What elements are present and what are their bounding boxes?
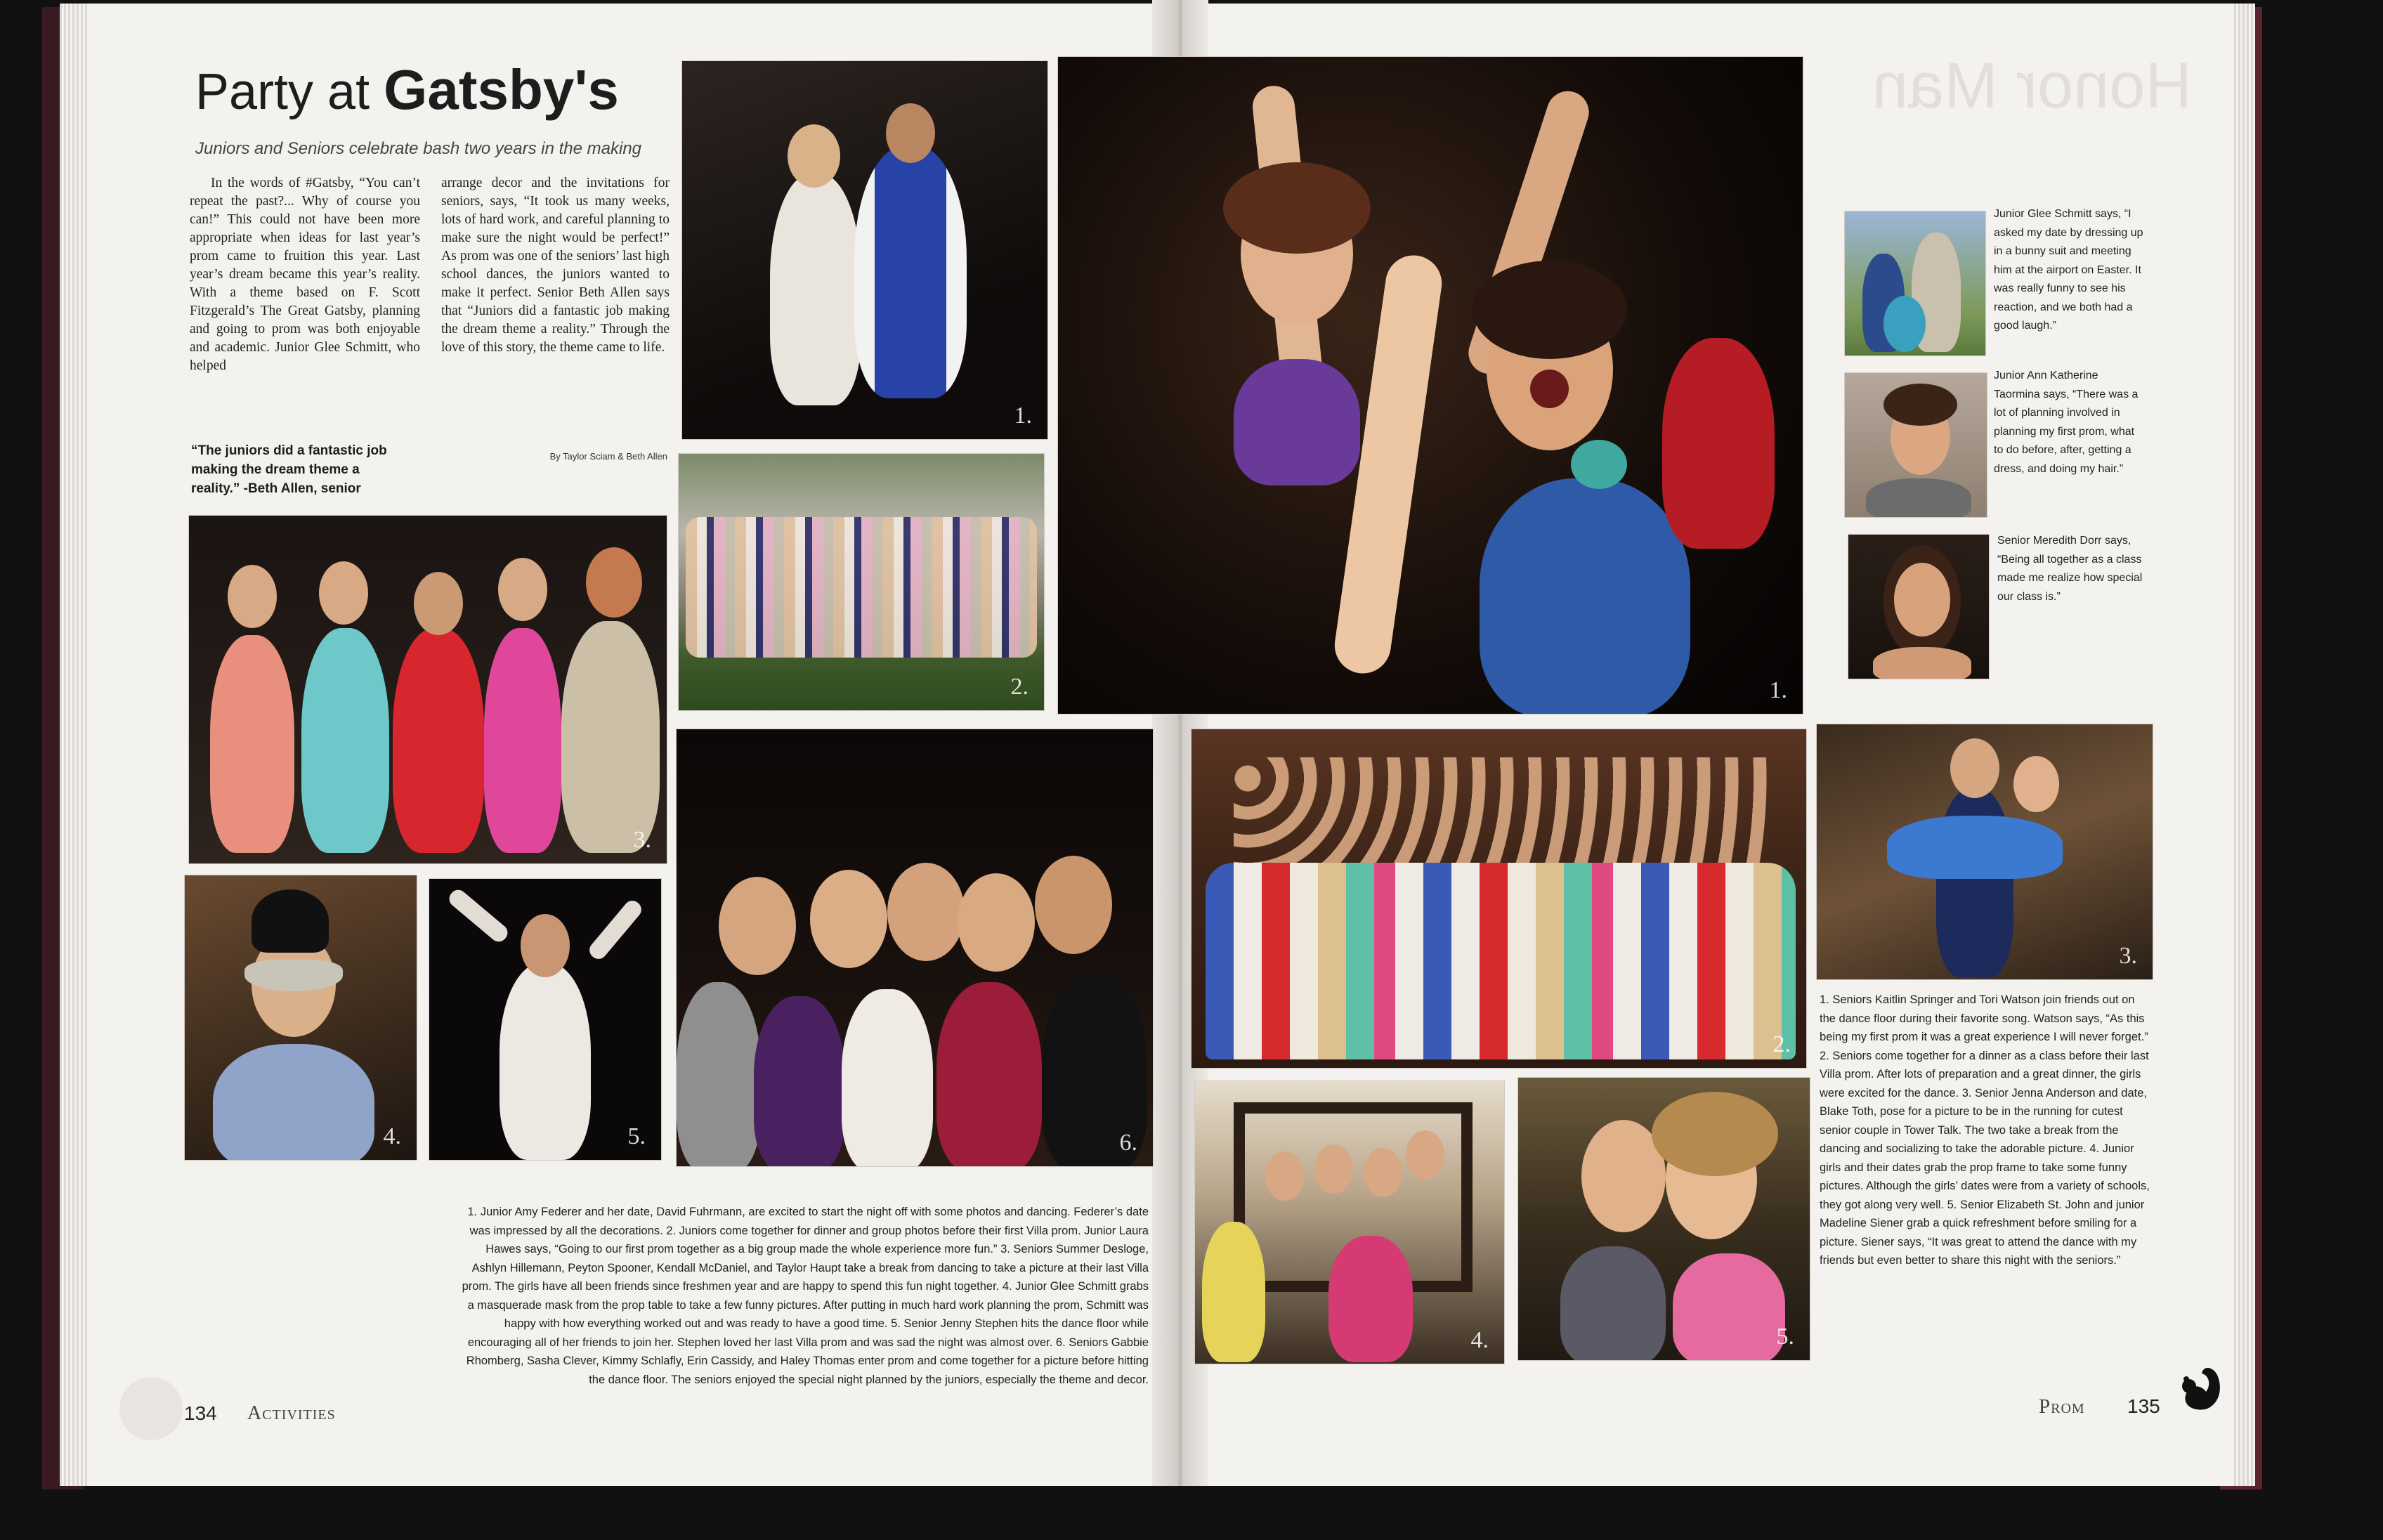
photo-number-left-3: 3. <box>633 827 651 853</box>
figure-boy-head <box>886 103 935 163</box>
photo-couple <box>681 60 1048 440</box>
face <box>1265 1151 1304 1201</box>
face <box>1406 1130 1444 1180</box>
photo-prop-frame <box>1194 1081 1505 1364</box>
photo-number-right-5: 5. <box>1776 1324 1794 1350</box>
hair <box>1473 261 1627 359</box>
gray-dress <box>677 982 761 1167</box>
sidebar-quote-1: Junior Glee Schmitt says, “I asked my date by dressing up in a bunny suit and meeting him at the airport on Easter. It was really funny to see his reaction, and we both had a good laugh.” <box>1994 208 2143 332</box>
photo-number-right-4: 4. <box>1470 1327 1489 1353</box>
sidebar-photo-taormina <box>1844 372 1987 518</box>
girl-blue-dress <box>1887 816 2063 879</box>
sidebar-quote-2: Junior Ann Katherine Taormina says, “There was a lot of planning involved in planning my first prom, what to do before, after, getting a dress, and doing my hair.” <box>1994 370 2139 475</box>
pull-quote: “The juniors did a fantastic job making the dream theme a reality.” -Beth Allen, senior <box>191 443 387 496</box>
figure-girl-white-dress <box>770 174 861 405</box>
story-column-1: In the words of #Gatsby, “You can’t repeat the past?... Why of course you can!” This could not have been more appropriate when ideas for last year’s prom came to fruition this year. Last year’s dream became this year’s reality. With a theme based on F. Scott Fitzgerald’s The Great Gatsby, planning and going to prom was both enjoyable and academic. Junior Glee Schmitt, who helped <box>190 176 420 373</box>
photo-number-left-2: 2. <box>1010 674 1029 700</box>
face-2 <box>810 870 887 968</box>
raised-arm-right <box>586 897 644 962</box>
girl-aqua-dress <box>301 628 389 853</box>
black-feathers <box>252 889 329 953</box>
shoulders <box>1873 647 1971 679</box>
maroon-dress <box>936 982 1042 1167</box>
photo-two-friends <box>1517 1077 1810 1361</box>
easter-egg <box>1883 296 1926 352</box>
girl-peach-dress <box>210 635 294 853</box>
subtitle: Juniors and Seniors celebrate bash two years in the making <box>195 139 642 158</box>
silver-dress <box>1560 1246 1666 1361</box>
face-3 <box>887 863 965 961</box>
heads-row <box>319 561 368 625</box>
heads-row <box>228 565 277 628</box>
photo-dancing-girl <box>429 878 662 1161</box>
face <box>1364 1148 1402 1197</box>
blue-sequin-dress <box>213 1044 374 1161</box>
red-dress-crowd <box>1662 338 1775 549</box>
girl-hair <box>1883 384 1957 426</box>
girl-face <box>1894 563 1950 637</box>
girl-head <box>2013 756 2059 812</box>
story-column-2: arrange decor and the invitations for seniors, says, “It took us many weeks, lots of hard work, and careful planning to make sure the night would be perfect!” As prom was one of the seniors’ last high school dances, the juniors wanted to make it perfect. Senior Beth Allen says that “Juniors did a fantastic job making the dream theme a reality.” Through the love of this story, the theme came to life. <box>441 176 670 355</box>
photo-senior-class-dinner <box>1191 729 1807 1069</box>
white-dress <box>842 989 933 1167</box>
photo-junior-group-outdoor <box>678 453 1045 711</box>
girl-left-hair <box>1223 162 1371 254</box>
photo-number-left-5: 5. <box>627 1123 646 1149</box>
photo-number-left-4: 4. <box>383 1123 401 1149</box>
heads-row <box>586 547 642 618</box>
title-bold: Gatsby's <box>384 58 619 121</box>
figure-girl-head <box>788 124 840 188</box>
face-5 <box>1035 856 1112 954</box>
left-caption: 1. Junior Amy Federer and her date, David Fuhrmann, are excited to start the night off with some photos and dancing. Federer’s date was impressed by all the decorations. 2. Juniors come together for dinner and group photos before their first Villa prom. Junior Laura Hawes says, “Going to our first prom together as a big group made the whole experience more fun.” 3. Seniors Summer Desloge, Ashlyn Hillemann, Peyton Spooner, Kendall McDaniel, and Taylor Haupt take a break from dancing to take a picture at their last Villa prom. The girls have all been friends since freshmen year and are happy to spend this fun night together. 4. Junior Glee Schmitt grabs a masquerade mask from the prop table to take a few funny pictures. After putting in much hard work planning the prom, Schmitt was happy with how everything worked out and was ready to have a good time. 5. Senior Jenny Stephen hits the dance floor while encouraging all of her friends to join her. Stephen loved her last Villa prom and was sad the night was almost over. 6. Seniors Gabbie Rhomberg, Sasha Clever, Kimmy Schlafly, Erin Cassidy, and Haley Thomas enter prom and come together for a picture before hitting the dance floor. The seniors enjoyed the special night planned by the juniors, especially the theme and decor. <box>462 1206 1149 1386</box>
girl-sequin-dress <box>561 621 660 853</box>
section-label-left: Activities <box>247 1402 336 1424</box>
pink-dress <box>1673 1253 1785 1361</box>
photo-number-right-2: 2. <box>1772 1031 1791 1057</box>
heads-row <box>498 558 547 621</box>
page-number-left: 134 <box>184 1402 217 1424</box>
section-label-right: Prom <box>2039 1395 2085 1418</box>
purple-dress <box>1234 359 1360 485</box>
crowd-faces <box>1234 757 1775 863</box>
girl-red-dress <box>393 628 484 853</box>
photo-number-right-1: 1. <box>1769 677 1787 703</box>
pink-dress <box>1328 1236 1413 1362</box>
figure-boy-blue-vest <box>854 145 967 398</box>
photo-number-right-3: 3. <box>2119 943 2137 969</box>
mickey-icon-left <box>119 1377 183 1440</box>
page-edge-left <box>60 4 88 1486</box>
page-title <box>195 58 619 122</box>
girl-head <box>521 914 570 977</box>
purple-dress <box>754 996 845 1167</box>
photo-five-seniors <box>188 515 667 864</box>
sidebar-photo-bunny <box>1844 211 1986 356</box>
white-lace-dress <box>500 963 591 1160</box>
photo-senior-friends <box>676 729 1154 1167</box>
squirrel-icon <box>2171 1359 2227 1416</box>
byline: By Taylor Sciam & Beth Allen <box>549 451 667 462</box>
right-caption: 1. Seniors Kaitlin Springer and Tori Watson join friends out on the dance floor during their favorite song. Watson says, “As this being my first prom it was a great experience I will never forget.” 2. Seniors come together for a dinner as a class before their last Villa prom. After lots of preparation and a great dinner, the girls were excited for the dance. 3. Senior Jenna Anderson and date, Blake Toth, pose for a picture to be in the running for cutest senior couple in Tower Talk. The two take a break from the dancing and socializing to take the adorable picture. 4. Junior girls and their dates grab the prop frame to take some funny pictures. Although the girls’ dates were from a variety of schools, they got along very well. 5. Senior Elizabeth St. John and junior Madeline Siener grab a quick refreshment before smiling for a picture. Siener says, “It was great to attend the dance with my friends but even better to share this night with the seniors.” <box>1820 993 2150 1267</box>
face <box>1314 1144 1353 1194</box>
page-edge-right <box>2234 4 2255 1486</box>
sidebar-photo-dorr <box>1848 534 1990 679</box>
girl-2-hair <box>1652 1092 1778 1176</box>
photo-number-left-6: 6. <box>1119 1130 1137 1156</box>
masquerade-mask-icon <box>244 960 343 991</box>
gray-shirt <box>1866 478 1971 518</box>
teal-necklace <box>1571 440 1627 489</box>
photo-dance-floor <box>1057 56 1803 714</box>
title-light: Party at <box>195 64 384 120</box>
photo-couple-carry <box>1816 724 2153 980</box>
sidebar-quote-3: Senior Meredith Dorr says, “Being all together as a class made me realize how special our class is.” <box>1997 535 2143 603</box>
ghost-heading: Honor Man <box>1872 50 2192 122</box>
boy-head <box>1950 738 1999 798</box>
raised-arm-left <box>446 887 511 945</box>
yellow-shirt <box>1202 1222 1265 1362</box>
crowd-dresses <box>1206 863 1796 1059</box>
crowd-of-girls <box>686 517 1037 658</box>
face-1 <box>719 877 796 975</box>
page-number-right: 135 <box>2127 1395 2160 1417</box>
photo-number-left-1: 1. <box>1014 403 1032 429</box>
blue-strapless-dress <box>1480 478 1690 714</box>
face-4 <box>958 873 1035 972</box>
heads-row <box>414 572 463 635</box>
photo-masquerade-mask <box>184 875 417 1161</box>
open-mouth <box>1530 370 1569 408</box>
girl-pink-dress <box>484 628 561 853</box>
